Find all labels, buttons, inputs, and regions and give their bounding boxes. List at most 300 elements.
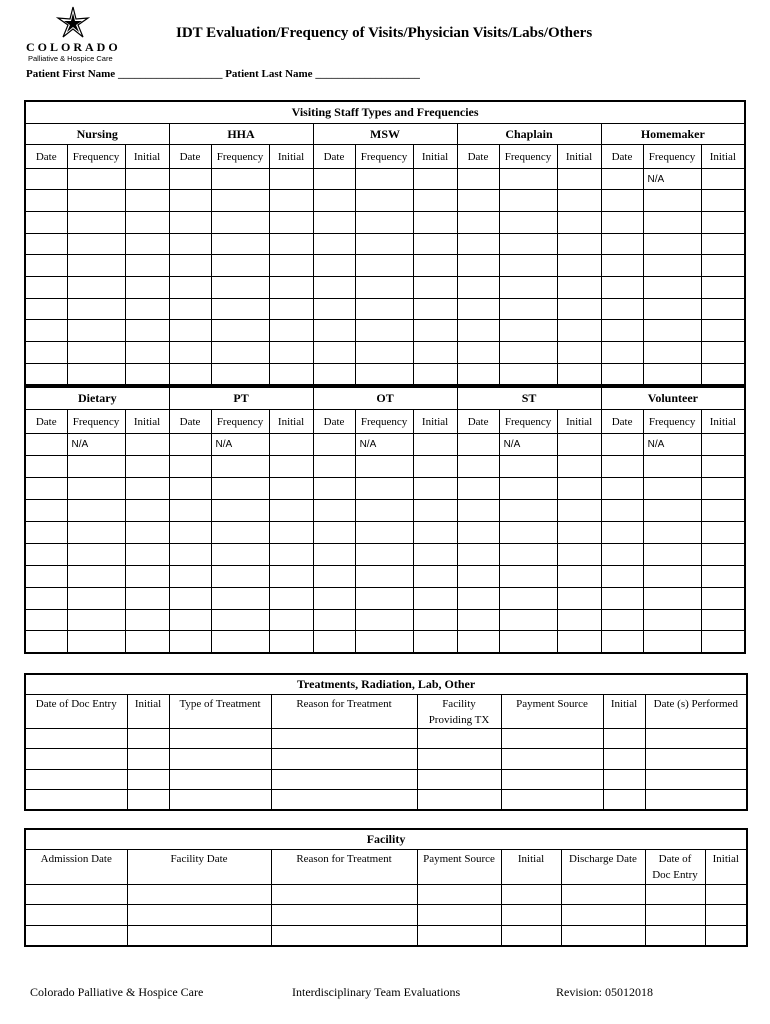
entry-cell[interactable] bbox=[211, 320, 269, 342]
entry-cell[interactable] bbox=[355, 212, 413, 234]
entry-cell[interactable] bbox=[643, 277, 701, 299]
entry-cell[interactable] bbox=[499, 521, 557, 543]
entry-cell[interactable] bbox=[701, 320, 745, 342]
entry-cell[interactable] bbox=[557, 298, 601, 320]
entry-cell[interactable] bbox=[127, 790, 169, 811]
entry-cell[interactable] bbox=[557, 609, 601, 631]
entry-cell[interactable] bbox=[499, 565, 557, 587]
entry-cell[interactable] bbox=[457, 499, 499, 521]
entry-cell[interactable] bbox=[413, 233, 457, 255]
entry-cell[interactable] bbox=[355, 363, 413, 385]
entry-cell[interactable] bbox=[169, 233, 211, 255]
entry-cell[interactable] bbox=[313, 434, 355, 456]
entry-cell[interactable] bbox=[313, 233, 355, 255]
entry-cell[interactable] bbox=[643, 521, 701, 543]
entry-cell[interactable] bbox=[499, 543, 557, 565]
entry-cell[interactable] bbox=[67, 565, 125, 587]
entry-cell[interactable] bbox=[169, 728, 271, 749]
entry-cell[interactable] bbox=[417, 769, 501, 790]
entry-cell[interactable] bbox=[169, 749, 271, 770]
entry-cell[interactable] bbox=[355, 565, 413, 587]
entry-cell[interactable] bbox=[169, 543, 211, 565]
entry-cell[interactable]: N/A bbox=[499, 434, 557, 456]
entry-cell[interactable] bbox=[601, 320, 643, 342]
entry-cell[interactable] bbox=[269, 363, 313, 385]
entry-cell[interactable] bbox=[313, 587, 355, 609]
entry-cell[interactable] bbox=[125, 434, 169, 456]
entry-cell[interactable] bbox=[557, 233, 601, 255]
entry-cell[interactable] bbox=[169, 631, 211, 653]
entry-cell[interactable] bbox=[67, 363, 125, 385]
entry-cell[interactable] bbox=[211, 255, 269, 277]
entry-cell[interactable] bbox=[211, 631, 269, 653]
entry-cell[interactable] bbox=[269, 543, 313, 565]
entry-cell[interactable] bbox=[313, 255, 355, 277]
entry-cell[interactable] bbox=[457, 631, 499, 653]
entry-cell[interactable] bbox=[499, 478, 557, 500]
entry-cell[interactable] bbox=[271, 925, 417, 946]
entry-cell[interactable] bbox=[645, 790, 747, 811]
entry-cell[interactable] bbox=[557, 587, 601, 609]
entry-cell[interactable] bbox=[701, 168, 745, 190]
entry-cell[interactable] bbox=[643, 233, 701, 255]
entry-cell[interactable] bbox=[457, 565, 499, 587]
entry-cell[interactable] bbox=[125, 478, 169, 500]
entry-cell[interactable] bbox=[355, 521, 413, 543]
entry-cell[interactable] bbox=[313, 456, 355, 478]
entry-cell[interactable] bbox=[413, 363, 457, 385]
entry-cell[interactable] bbox=[413, 434, 457, 456]
entry-cell[interactable] bbox=[269, 320, 313, 342]
entry-cell[interactable] bbox=[601, 478, 643, 500]
entry-cell[interactable] bbox=[125, 233, 169, 255]
entry-cell[interactable] bbox=[125, 212, 169, 234]
entry-cell[interactable] bbox=[169, 212, 211, 234]
entry-cell[interactable] bbox=[25, 631, 67, 653]
entry-cell[interactable] bbox=[413, 456, 457, 478]
entry-cell[interactable] bbox=[413, 543, 457, 565]
entry-cell[interactable] bbox=[125, 543, 169, 565]
entry-cell[interactable] bbox=[701, 609, 745, 631]
entry-cell[interactable] bbox=[501, 925, 561, 946]
entry-cell[interactable] bbox=[269, 277, 313, 299]
entry-cell[interactable] bbox=[269, 587, 313, 609]
entry-cell[interactable] bbox=[701, 255, 745, 277]
entry-cell[interactable] bbox=[25, 499, 67, 521]
entry-cell[interactable] bbox=[601, 255, 643, 277]
entry-cell[interactable] bbox=[417, 749, 501, 770]
entry-cell[interactable] bbox=[701, 342, 745, 364]
entry-cell[interactable] bbox=[269, 342, 313, 364]
entry-cell[interactable] bbox=[125, 521, 169, 543]
entry-cell[interactable] bbox=[211, 521, 269, 543]
entry-cell[interactable] bbox=[269, 499, 313, 521]
entry-cell[interactable] bbox=[269, 298, 313, 320]
entry-cell[interactable] bbox=[499, 342, 557, 364]
entry-cell[interactable] bbox=[125, 342, 169, 364]
entry-cell[interactable] bbox=[67, 342, 125, 364]
entry-cell[interactable] bbox=[25, 363, 67, 385]
entry-cell[interactable] bbox=[25, 925, 127, 946]
entry-cell[interactable] bbox=[25, 456, 67, 478]
entry-cell[interactable] bbox=[499, 277, 557, 299]
entry-cell[interactable] bbox=[269, 478, 313, 500]
entry-cell[interactable] bbox=[701, 456, 745, 478]
entry-cell[interactable] bbox=[25, 212, 67, 234]
entry-cell[interactable] bbox=[501, 884, 561, 905]
entry-cell[interactable] bbox=[701, 190, 745, 212]
entry-cell[interactable] bbox=[169, 277, 211, 299]
entry-cell[interactable] bbox=[169, 565, 211, 587]
entry-cell[interactable] bbox=[603, 769, 645, 790]
entry-cell[interactable] bbox=[211, 298, 269, 320]
entry-cell[interactable] bbox=[557, 521, 601, 543]
entry-cell[interactable] bbox=[25, 587, 67, 609]
entry-cell[interactable] bbox=[355, 456, 413, 478]
entry-cell[interactable] bbox=[457, 478, 499, 500]
entry-cell[interactable] bbox=[601, 168, 643, 190]
entry-cell[interactable] bbox=[645, 769, 747, 790]
entry-cell[interactable] bbox=[701, 212, 745, 234]
entry-cell[interactable] bbox=[355, 342, 413, 364]
entry-cell[interactable] bbox=[501, 749, 603, 770]
entry-cell[interactable] bbox=[413, 499, 457, 521]
entry-cell[interactable] bbox=[457, 609, 499, 631]
entry-cell[interactable] bbox=[211, 363, 269, 385]
entry-cell[interactable] bbox=[499, 255, 557, 277]
entry-cell[interactable] bbox=[169, 363, 211, 385]
entry-cell[interactable] bbox=[645, 905, 705, 926]
entry-cell[interactable] bbox=[313, 543, 355, 565]
entry-cell[interactable] bbox=[355, 190, 413, 212]
entry-cell[interactable] bbox=[413, 255, 457, 277]
entry-cell[interactable] bbox=[269, 609, 313, 631]
entry-cell[interactable] bbox=[25, 190, 67, 212]
entry-cell[interactable] bbox=[125, 587, 169, 609]
entry-cell[interactable] bbox=[557, 320, 601, 342]
entry-cell[interactable] bbox=[211, 456, 269, 478]
entry-cell[interactable] bbox=[211, 168, 269, 190]
entry-cell[interactable] bbox=[211, 342, 269, 364]
entry-cell[interactable] bbox=[413, 342, 457, 364]
entry-cell[interactable] bbox=[645, 884, 705, 905]
entry-cell[interactable] bbox=[601, 587, 643, 609]
entry-cell[interactable] bbox=[501, 905, 561, 926]
entry-cell[interactable] bbox=[169, 478, 211, 500]
entry-cell[interactable] bbox=[701, 363, 745, 385]
entry-cell[interactable] bbox=[601, 190, 643, 212]
entry-cell[interactable] bbox=[561, 905, 645, 926]
entry-cell[interactable]: N/A bbox=[643, 168, 701, 190]
entry-cell[interactable] bbox=[169, 790, 271, 811]
entry-cell[interactable] bbox=[211, 277, 269, 299]
entry-cell[interactable] bbox=[499, 587, 557, 609]
entry-cell[interactable] bbox=[557, 168, 601, 190]
entry-cell[interactable] bbox=[643, 609, 701, 631]
entry-cell[interactable] bbox=[271, 749, 417, 770]
entry-cell[interactable] bbox=[169, 298, 211, 320]
entry-cell[interactable] bbox=[643, 190, 701, 212]
entry-cell[interactable] bbox=[701, 277, 745, 299]
entry-cell[interactable] bbox=[67, 277, 125, 299]
entry-cell[interactable] bbox=[125, 499, 169, 521]
entry-cell[interactable] bbox=[269, 434, 313, 456]
entry-cell[interactable] bbox=[211, 212, 269, 234]
entry-cell[interactable] bbox=[457, 320, 499, 342]
entry-cell[interactable] bbox=[601, 212, 643, 234]
entry-cell[interactable] bbox=[457, 233, 499, 255]
entry-cell[interactable] bbox=[67, 521, 125, 543]
entry-cell[interactable] bbox=[601, 631, 643, 653]
entry-cell[interactable] bbox=[169, 434, 211, 456]
entry-cell[interactable] bbox=[705, 905, 747, 926]
entry-cell[interactable] bbox=[499, 212, 557, 234]
entry-cell[interactable] bbox=[499, 168, 557, 190]
entry-cell[interactable] bbox=[127, 905, 271, 926]
entry-cell[interactable] bbox=[355, 277, 413, 299]
entry-cell[interactable] bbox=[601, 499, 643, 521]
entry-cell[interactable] bbox=[313, 478, 355, 500]
entry-cell[interactable] bbox=[313, 190, 355, 212]
entry-cell[interactable] bbox=[25, 905, 127, 926]
entry-cell[interactable] bbox=[417, 884, 501, 905]
entry-cell[interactable] bbox=[643, 298, 701, 320]
entry-cell[interactable] bbox=[557, 478, 601, 500]
entry-cell[interactable] bbox=[701, 543, 745, 565]
entry-cell[interactable] bbox=[269, 565, 313, 587]
entry-cell[interactable] bbox=[355, 168, 413, 190]
entry-cell[interactable] bbox=[457, 363, 499, 385]
entry-cell[interactable] bbox=[25, 168, 67, 190]
entry-cell[interactable] bbox=[25, 790, 127, 811]
entry-cell[interactable] bbox=[499, 233, 557, 255]
entry-cell[interactable] bbox=[643, 565, 701, 587]
entry-cell[interactable] bbox=[269, 233, 313, 255]
entry-cell[interactable] bbox=[211, 190, 269, 212]
entry-cell[interactable] bbox=[355, 478, 413, 500]
entry-cell[interactable] bbox=[557, 543, 601, 565]
entry-cell[interactable] bbox=[355, 320, 413, 342]
entry-cell[interactable] bbox=[501, 728, 603, 749]
entry-cell[interactable] bbox=[127, 884, 271, 905]
entry-cell[interactable] bbox=[211, 587, 269, 609]
entry-cell[interactable] bbox=[499, 631, 557, 653]
entry-cell[interactable] bbox=[25, 233, 67, 255]
entry-cell[interactable] bbox=[355, 255, 413, 277]
entry-cell[interactable] bbox=[67, 456, 125, 478]
entry-cell[interactable] bbox=[643, 363, 701, 385]
entry-cell[interactable] bbox=[313, 320, 355, 342]
entry-cell[interactable] bbox=[125, 363, 169, 385]
entry-cell[interactable] bbox=[355, 233, 413, 255]
entry-cell[interactable] bbox=[67, 212, 125, 234]
entry-cell[interactable] bbox=[269, 212, 313, 234]
entry-cell[interactable] bbox=[67, 233, 125, 255]
entry-cell[interactable] bbox=[25, 884, 127, 905]
entry-cell[interactable] bbox=[25, 342, 67, 364]
entry-cell[interactable] bbox=[313, 342, 355, 364]
entry-cell[interactable] bbox=[125, 298, 169, 320]
entry-cell[interactable] bbox=[701, 298, 745, 320]
entry-cell[interactable] bbox=[313, 609, 355, 631]
entry-cell[interactable] bbox=[643, 342, 701, 364]
entry-cell[interactable] bbox=[125, 609, 169, 631]
entry-cell[interactable] bbox=[313, 277, 355, 299]
entry-cell[interactable] bbox=[557, 499, 601, 521]
entry-cell[interactable] bbox=[499, 609, 557, 631]
entry-cell[interactable] bbox=[557, 255, 601, 277]
entry-cell[interactable] bbox=[705, 884, 747, 905]
entry-cell[interactable] bbox=[127, 769, 169, 790]
entry-cell[interactable] bbox=[499, 298, 557, 320]
entry-cell[interactable] bbox=[313, 499, 355, 521]
entry-cell[interactable] bbox=[125, 277, 169, 299]
entry-cell[interactable] bbox=[413, 631, 457, 653]
entry-cell[interactable] bbox=[643, 456, 701, 478]
entry-cell[interactable] bbox=[67, 255, 125, 277]
entry-cell[interactable] bbox=[601, 456, 643, 478]
entry-cell[interactable] bbox=[211, 565, 269, 587]
entry-cell[interactable] bbox=[557, 565, 601, 587]
entry-cell[interactable] bbox=[603, 790, 645, 811]
entry-cell[interactable] bbox=[25, 769, 127, 790]
entry-cell[interactable] bbox=[457, 168, 499, 190]
entry-cell[interactable]: N/A bbox=[643, 434, 701, 456]
entry-cell[interactable] bbox=[557, 190, 601, 212]
entry-cell[interactable] bbox=[25, 728, 127, 749]
entry-cell[interactable] bbox=[271, 884, 417, 905]
entry-cell[interactable] bbox=[701, 478, 745, 500]
entry-cell[interactable] bbox=[313, 168, 355, 190]
entry-cell[interactable] bbox=[25, 749, 127, 770]
entry-cell[interactable] bbox=[269, 631, 313, 653]
entry-cell[interactable] bbox=[169, 255, 211, 277]
entry-cell[interactable] bbox=[601, 434, 643, 456]
entry-cell[interactable] bbox=[643, 212, 701, 234]
entry-cell[interactable] bbox=[169, 609, 211, 631]
entry-cell[interactable] bbox=[601, 342, 643, 364]
entry-cell[interactable] bbox=[701, 565, 745, 587]
entry-cell[interactable] bbox=[67, 320, 125, 342]
entry-cell[interactable] bbox=[169, 499, 211, 521]
entry-cell[interactable] bbox=[269, 521, 313, 543]
entry-cell[interactable] bbox=[645, 925, 705, 946]
entry-cell[interactable] bbox=[67, 298, 125, 320]
entry-cell[interactable] bbox=[127, 749, 169, 770]
entry-cell[interactable] bbox=[557, 342, 601, 364]
entry-cell[interactable] bbox=[561, 925, 645, 946]
entry-cell[interactable] bbox=[127, 925, 271, 946]
entry-cell[interactable] bbox=[25, 434, 67, 456]
entry-cell[interactable] bbox=[457, 277, 499, 299]
entry-cell[interactable] bbox=[561, 884, 645, 905]
entry-cell[interactable] bbox=[271, 905, 417, 926]
entry-cell[interactable] bbox=[701, 587, 745, 609]
entry-cell[interactable] bbox=[601, 298, 643, 320]
entry-cell[interactable] bbox=[413, 190, 457, 212]
entry-cell[interactable] bbox=[67, 587, 125, 609]
entry-cell[interactable] bbox=[355, 609, 413, 631]
entry-cell[interactable] bbox=[125, 565, 169, 587]
entry-cell[interactable] bbox=[271, 769, 417, 790]
entry-cell[interactable] bbox=[557, 277, 601, 299]
entry-cell[interactable] bbox=[643, 478, 701, 500]
entry-cell[interactable] bbox=[601, 277, 643, 299]
entry-cell[interactable] bbox=[67, 190, 125, 212]
entry-cell[interactable] bbox=[169, 320, 211, 342]
entry-cell[interactable] bbox=[169, 769, 271, 790]
entry-cell[interactable] bbox=[413, 298, 457, 320]
entry-cell[interactable] bbox=[313, 565, 355, 587]
entry-cell[interactable] bbox=[67, 499, 125, 521]
entry-cell[interactable] bbox=[25, 521, 67, 543]
entry-cell[interactable] bbox=[645, 749, 747, 770]
entry-cell[interactable] bbox=[211, 233, 269, 255]
entry-cell[interactable] bbox=[67, 168, 125, 190]
entry-cell[interactable] bbox=[271, 790, 417, 811]
entry-cell[interactable] bbox=[127, 728, 169, 749]
entry-cell[interactable] bbox=[645, 728, 747, 749]
entry-cell[interactable] bbox=[125, 168, 169, 190]
entry-cell[interactable] bbox=[457, 190, 499, 212]
entry-cell[interactable] bbox=[413, 478, 457, 500]
entry-cell[interactable] bbox=[125, 320, 169, 342]
entry-cell[interactable] bbox=[125, 456, 169, 478]
entry-cell[interactable] bbox=[603, 749, 645, 770]
entry-cell[interactable] bbox=[457, 456, 499, 478]
entry-cell[interactable] bbox=[67, 609, 125, 631]
entry-cell[interactable] bbox=[413, 168, 457, 190]
entry-cell[interactable] bbox=[501, 769, 603, 790]
entry-cell[interactable] bbox=[457, 521, 499, 543]
entry-cell[interactable] bbox=[271, 728, 417, 749]
entry-cell[interactable] bbox=[417, 790, 501, 811]
entry-cell[interactable] bbox=[313, 298, 355, 320]
entry-cell[interactable] bbox=[355, 499, 413, 521]
entry-cell[interactable] bbox=[211, 543, 269, 565]
entry-cell[interactable] bbox=[269, 255, 313, 277]
entry-cell[interactable] bbox=[557, 456, 601, 478]
entry-cell[interactable] bbox=[355, 298, 413, 320]
entry-cell[interactable] bbox=[25, 320, 67, 342]
entry-cell[interactable] bbox=[355, 587, 413, 609]
entry-cell[interactable] bbox=[499, 320, 557, 342]
entry-cell[interactable] bbox=[125, 631, 169, 653]
entry-cell[interactable] bbox=[557, 631, 601, 653]
entry-cell[interactable] bbox=[169, 521, 211, 543]
entry-cell[interactable] bbox=[67, 543, 125, 565]
entry-cell[interactable]: N/A bbox=[355, 434, 413, 456]
entry-cell[interactable] bbox=[269, 456, 313, 478]
entry-cell[interactable] bbox=[701, 233, 745, 255]
entry-cell[interactable] bbox=[701, 499, 745, 521]
entry-cell[interactable] bbox=[705, 925, 747, 946]
entry-cell[interactable] bbox=[25, 277, 67, 299]
entry-cell[interactable] bbox=[169, 342, 211, 364]
entry-cell[interactable] bbox=[603, 728, 645, 749]
entry-cell[interactable] bbox=[499, 499, 557, 521]
entry-cell[interactable] bbox=[499, 190, 557, 212]
entry-cell[interactable] bbox=[25, 609, 67, 631]
entry-cell[interactable] bbox=[417, 905, 501, 926]
entry-cell[interactable] bbox=[269, 190, 313, 212]
entry-cell[interactable] bbox=[25, 565, 67, 587]
entry-cell[interactable] bbox=[169, 190, 211, 212]
entry-cell[interactable] bbox=[313, 363, 355, 385]
entry-cell[interactable] bbox=[269, 168, 313, 190]
entry-cell[interactable] bbox=[211, 609, 269, 631]
entry-cell[interactable] bbox=[25, 255, 67, 277]
